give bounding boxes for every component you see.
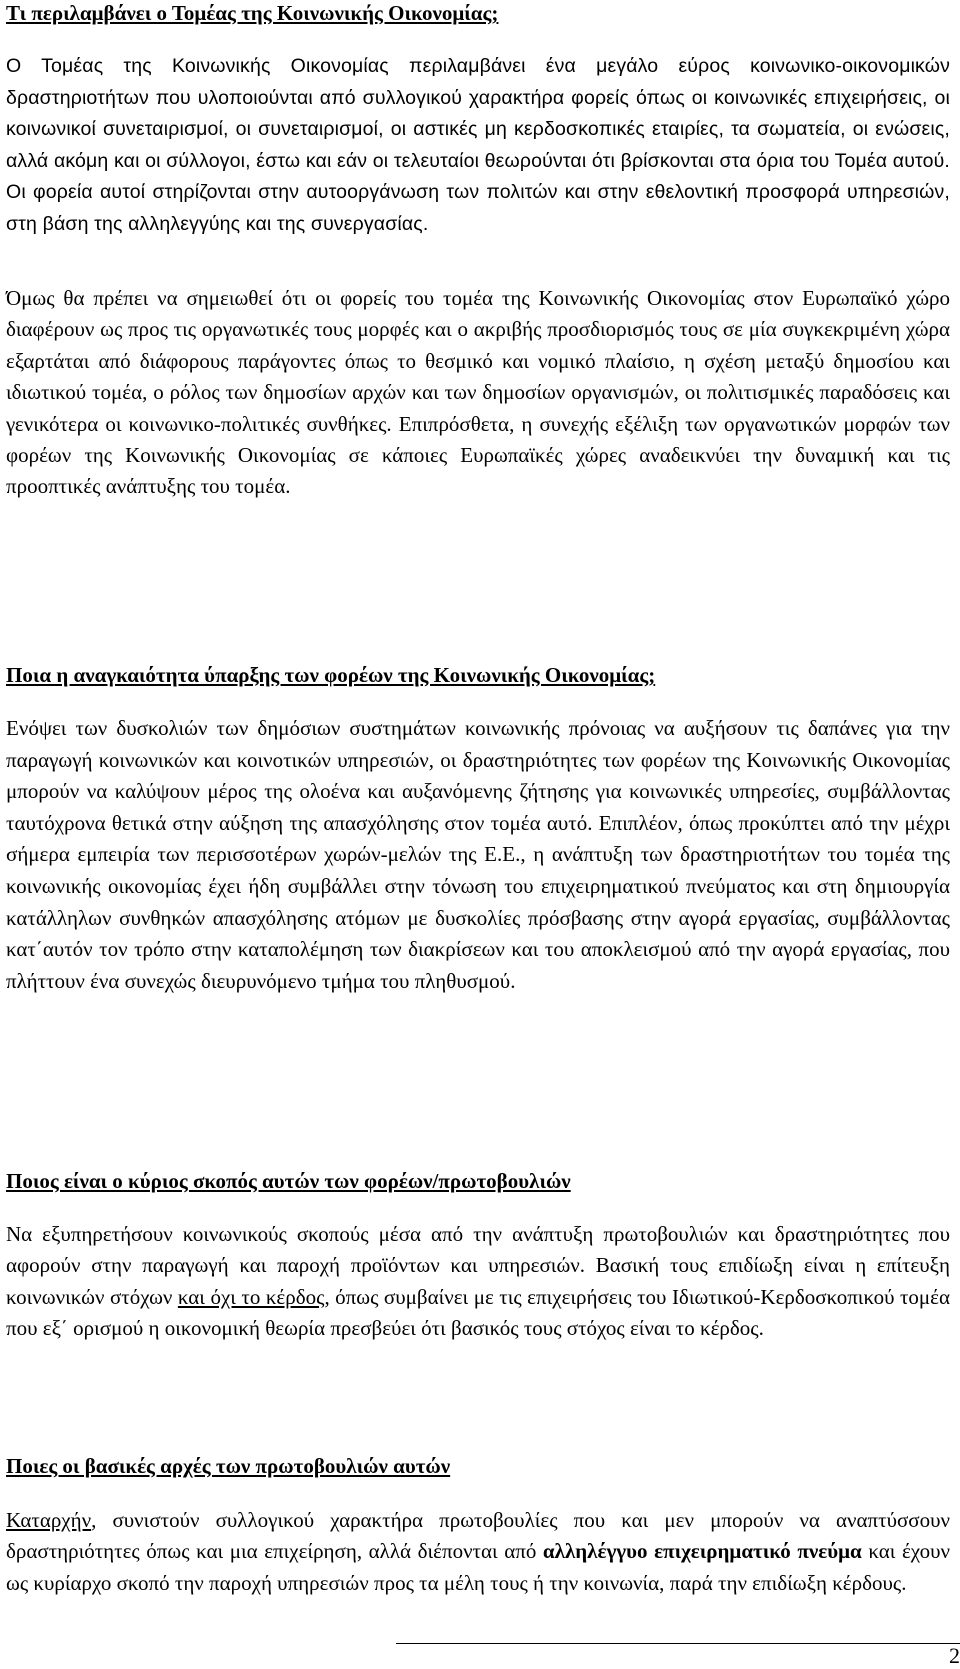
section-heading-scope: Τι περιλαμβάνει ο Τομέας της Κοινωνικής Οικονομίας; (6, 1, 499, 25)
section-heading-principles: Ποιες οι βασικές αρχές των πρωτοβουλιών αυτών (6, 1454, 451, 1478)
paragraph-principles (6, 1505, 950, 1599)
principles-text-part1: , συνιστούν συλλογικού χαρακτήρα πρωτοβουλίες που και μεν μπορούν να αναπτύσσουν δραστηριότητες όπως και μια επιχείρηση, αλλά διέπονται από (6, 1508, 950, 1564)
purpose-text-not-profit: και όχι το κέρδος (177, 1284, 325, 1309)
section-heading-necessity: Ποια η αναγκαιότητα ύπαρξης των φορέων της Κοινωνικής Οικονομίας; (6, 663, 656, 687)
paragraph-necessity: Ενόψει των δυσκολιών των δημόσιων συστημάτων κοινωνικής πρόνοιας να αυξήσουν τις δαπάνες για την παραγωγή κοινωνικών και κοινοτικών υπηρεσιών, οι δραστηριότητες των φορέων της Κοινωνικής Οικονομίας μπορούν να καλύψουν μέρος της ολοένα και αυξανόμενης ζήτησης για κοινωνικές υπηρεσίες, συμβάλλοντας ταυτόχρονα θετικά στην αύξηση της απασχόλησης στον τομέα αυτό. Επιπλέον, όπως προκύπτει από την μέχρι σήμερα εμπειρία των περισσοτέρων χωρών-μελών της Ε.Ε., η ανάπτυξη των δραστηριοτήτων του τομέα της κοινωνικής οικονομίας έχει ήδη συμβάλλει στην τόνωση του επιχειρηματικού πνεύματος και στη δημιουργία κατάλληλων συνθηκών απασχόλησης ατόμων με δυσκολίες πρόσβασης στην αγορά εργασίας, συμβάλλοντας κατ΄αυτόν τον τρόπο στην καταπολέμηση των διακρίσεων και του αποκλεισμού από την αγορά εργασίας, που πλήττουν ένα συνεχώς διευρυνόμενο τμήμα του πληθυσμού. (6, 716, 950, 993)
purpose-text-part2: , όπως συμβαίνει με τις επιχειρήσεις του Ιδιωτικού-Κερδοσκοπικού τομέα που εξ΄ ορισμού η οικονομική θεωρία πρεσβεύει ότι βασικός τους στόχος είναι το κέρδος. (6, 1284, 950, 1341)
principles-text-part2: και έχουν ως κυρίαρχο σκοπό την παροχή υπηρεσιών προς τα μέλη τους ή την κοινωνία, παρά την επιδίωξη κέρδους. (6, 1539, 951, 1595)
purpose-text-part1: Να εξυπηρετήσουν κοινωνικούς σκοπούς μέσα από την ανάπτυξη πρωτοβουλιών και δραστηριότητες που αφορούν στην παραγωγή και παροχή προϊόντων και υπηρεσιών. Βασική τους επιδίωξη είναι η επίτευξη κοινωνικών στόχων (6, 1222, 950, 1309)
footer-divider (396, 1643, 960, 1644)
section-heading-purpose: Ποιος είναι ο κύριος σκοπός αυτών των φορέων/πρωτοβουλιών (6, 1169, 571, 1193)
paragraph-scope-european: Όμως θα πρέπει να σημειωθεί ότι οι φορείς του τομέα της Κοινωνικής Οικονομίας στον Ευρωπαϊκό χώρο διαφέρουν ως προς τις οργανωτικές τους μορφές και ο ακριβής προσδιορισμός τους σε μία συγκεκριμένη χώρα εξαρτάται από διάφορους παράγοντες όπως το θεσμικό και νομικό πλαίσιο, η σχέση μεταξύ δημοσίου και ιδιωτικού τομέα, ο ρόλος των δημοσίων αρχών και των δημοσίων οργανισμών, οι πολιτισμικές παραδόσεις και γενικότερα οι κοινωνικο-πολιτικές συνθήκες. Επιπρόσθετα, η συνεχής εξέλιξη των οργανωτικών μορφών των φορέων της Κοινωνικής Οικονομίας σε κάποιες Ευρωπαϊκές χώρες αναδεικνύει την δυναμική και τις προοπτικές ανάπτυξης του τομέα. (6, 286, 950, 499)
page-number: 2 (949, 1643, 960, 1668)
principles-text-solidarity: αλληλέγγυο επιχειρηματικό πνεύμα (542, 1539, 862, 1564)
paragraph-purpose (6, 1219, 950, 1345)
paragraph-scope-definition: Ο Τομέας της Κοινωνικής Οικονομίας περιλαμβάνει ένα μεγάλο εύρος κοινωνικο-οικονομικών δραστηριοτήτων που υλοποιούνται από συλλογικού χαρακτήρα φορείς όπως οι κοινωνικές επιχειρήσεις, οι κοινωνικοί συνεταιρισμοί, οι συνεταιρισμοί, οι αστικές μη κερδοσκοπικές εταιρίες, τα σωματεία, οι ενώσεις, αλλά ακόμη και οι σύλλογοι, έστω και εάν οι τελευταίοι θεωρούνται ότι βρίσκονται στα όρια του Τομέα αυτού. Οι φορεία αυτοί στηρίζονται στην αυτοοργάνωση των πολιτών και στην εθελοντική προσφορά υπηρεσιών, στη βάση της αλληλεγγύης και της συνεργασίας. (6, 55, 950, 235)
principles-text-firstly: Καταρχήν (6, 1508, 92, 1532)
